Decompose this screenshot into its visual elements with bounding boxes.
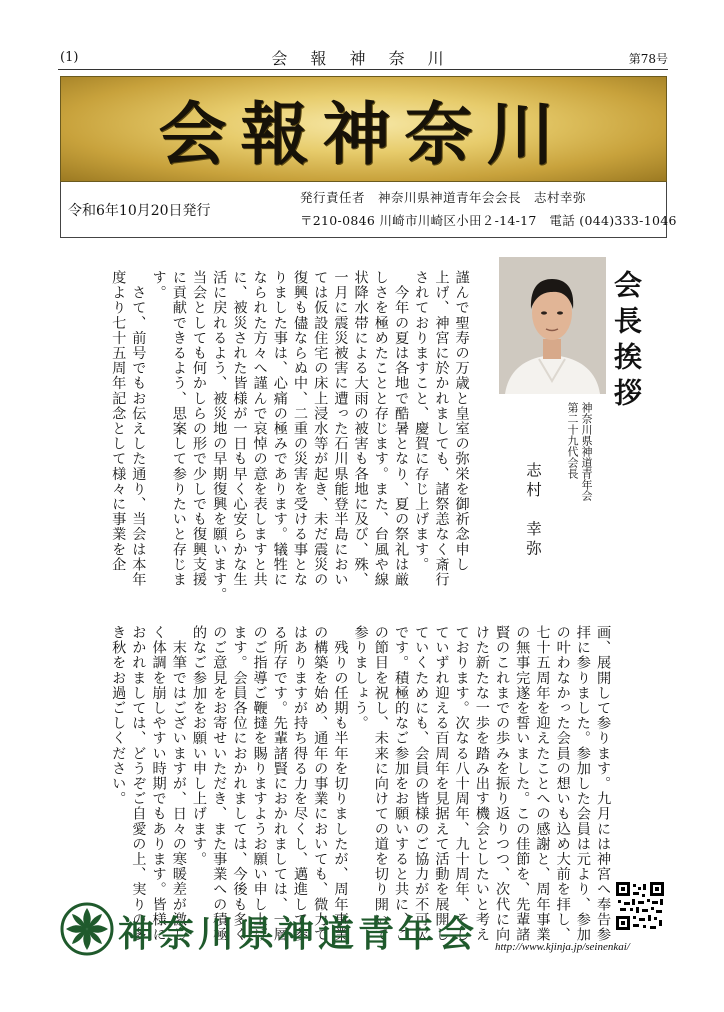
- address-line: 〒210-0846 川崎市川崎区小田２-14-17 電話 (044)333-1046: [300, 213, 677, 228]
- page-number: (1): [60, 50, 79, 65]
- author-name: 志村 幸弥: [524, 462, 542, 560]
- issue-number: 第78号: [628, 52, 668, 66]
- article-heading: 会長挨拶: [610, 270, 643, 414]
- shinto-youth-logo-icon: [60, 902, 114, 956]
- issue-date: 令和6年10月20日発行: [68, 203, 211, 219]
- publisher-line: 発行責任者 神奈川県神道青年会会長 志村幸弥: [300, 190, 587, 205]
- running-title: 会 報 神 奈 川: [271, 49, 453, 68]
- article-body-bottom: 画、展開して参ります。九月には神宮へ奉告参 拝に参りました。参加した会員は元より、参加 の叶わなかった会員の想いも込め大前を拝し、 七十五周年を迎えたことへの感謝と、周年事業 の無事完遂を誓いました。この佳節を、先輩諸 賢のこれまでの歩みを振り返りつつ、次代に向 けた新たな一歩を踏み出す機会としたいと考え ております。次なる八十周年、九十周年、そし ていずれ迎える百周年を見据えて活動を展開し ていくためにも、会員の皆様のご協力が不可欠 です。積極的なご参加をお願いすると共に、こ の節目を祝し、未来に向けての道を切り開いて 参りましょう。 残りの任期も半年を切りましたが、周年事業 の構築を始め、通年の事業においても、微力で はありますが持ち得る力を尽くし、邁進して参 る所存です。先輩諸賢におかれましては、一層 のご指導ご鞭撻を賜りますようお願い申し上げ ます。会員各位におかれましては、今後も多く のご意見をお寄せいただき、また事業への積極 的なご参加をお願い申し上げます。 末筆ではございますが、日々の寒暖差が激し く体調を崩しやすい時期でもあります。皆様に おかれましては、どうぞご自愛の上、実りの多 き秋をお過ごしください。: [110, 625, 612, 943]
- author-affiliation-line: 第二十九代会長: [566, 402, 579, 479]
- masthead-banner: [60, 76, 667, 182]
- masthead-title: 会報神奈川: [158, 94, 569, 175]
- article-body-top: 謹んで聖寿の万歳と皇室の弥栄を御祈念申し 上げ、神宮に於かれましても、諸祭恙なく斎行 されておりますこと、慶賀に存じ上げます。 今年の夏は各地で酷暑となり、夏の祭礼は厳 しさを極めたことと存じます。また、台風や線 状降水帯による大雨の被害も各地に及び、殊、 一月に震災被害に遭った石川県能登半島におい ては仮設住宅の床上浸水等が起き、未だ震災の 復興も儘ならぬ中、二重の災害を受ける事とな りました事は、心痛の極みであります。犠牲に なられた方々へ謹んで哀悼の意を表しますと共 に、被災された皆様が一日も早く心安らかな生 活に戻れるよう、被災地の早期復興を願います。 当会としても何かしらの形で少しでも復興支援 に貢献できるよう、思案して参りたいと存じま す。 さて、前号でもお伝えした通り、当会は本年 度より七十五周年記念として様々に事業を企: [110, 270, 470, 603]
- qr-code-icon[interactable]: [616, 882, 664, 930]
- author-affiliation-line: 神奈川県神道青年会: [580, 402, 593, 501]
- author-affiliation: [565, 402, 593, 572]
- header-rule: [58, 69, 668, 70]
- organization-name: 神奈川県神道青年会: [118, 913, 479, 955]
- president-portrait: [499, 257, 606, 394]
- website-link[interactable]: http://www.kjinja.jp/seinenkai/: [495, 941, 630, 953]
